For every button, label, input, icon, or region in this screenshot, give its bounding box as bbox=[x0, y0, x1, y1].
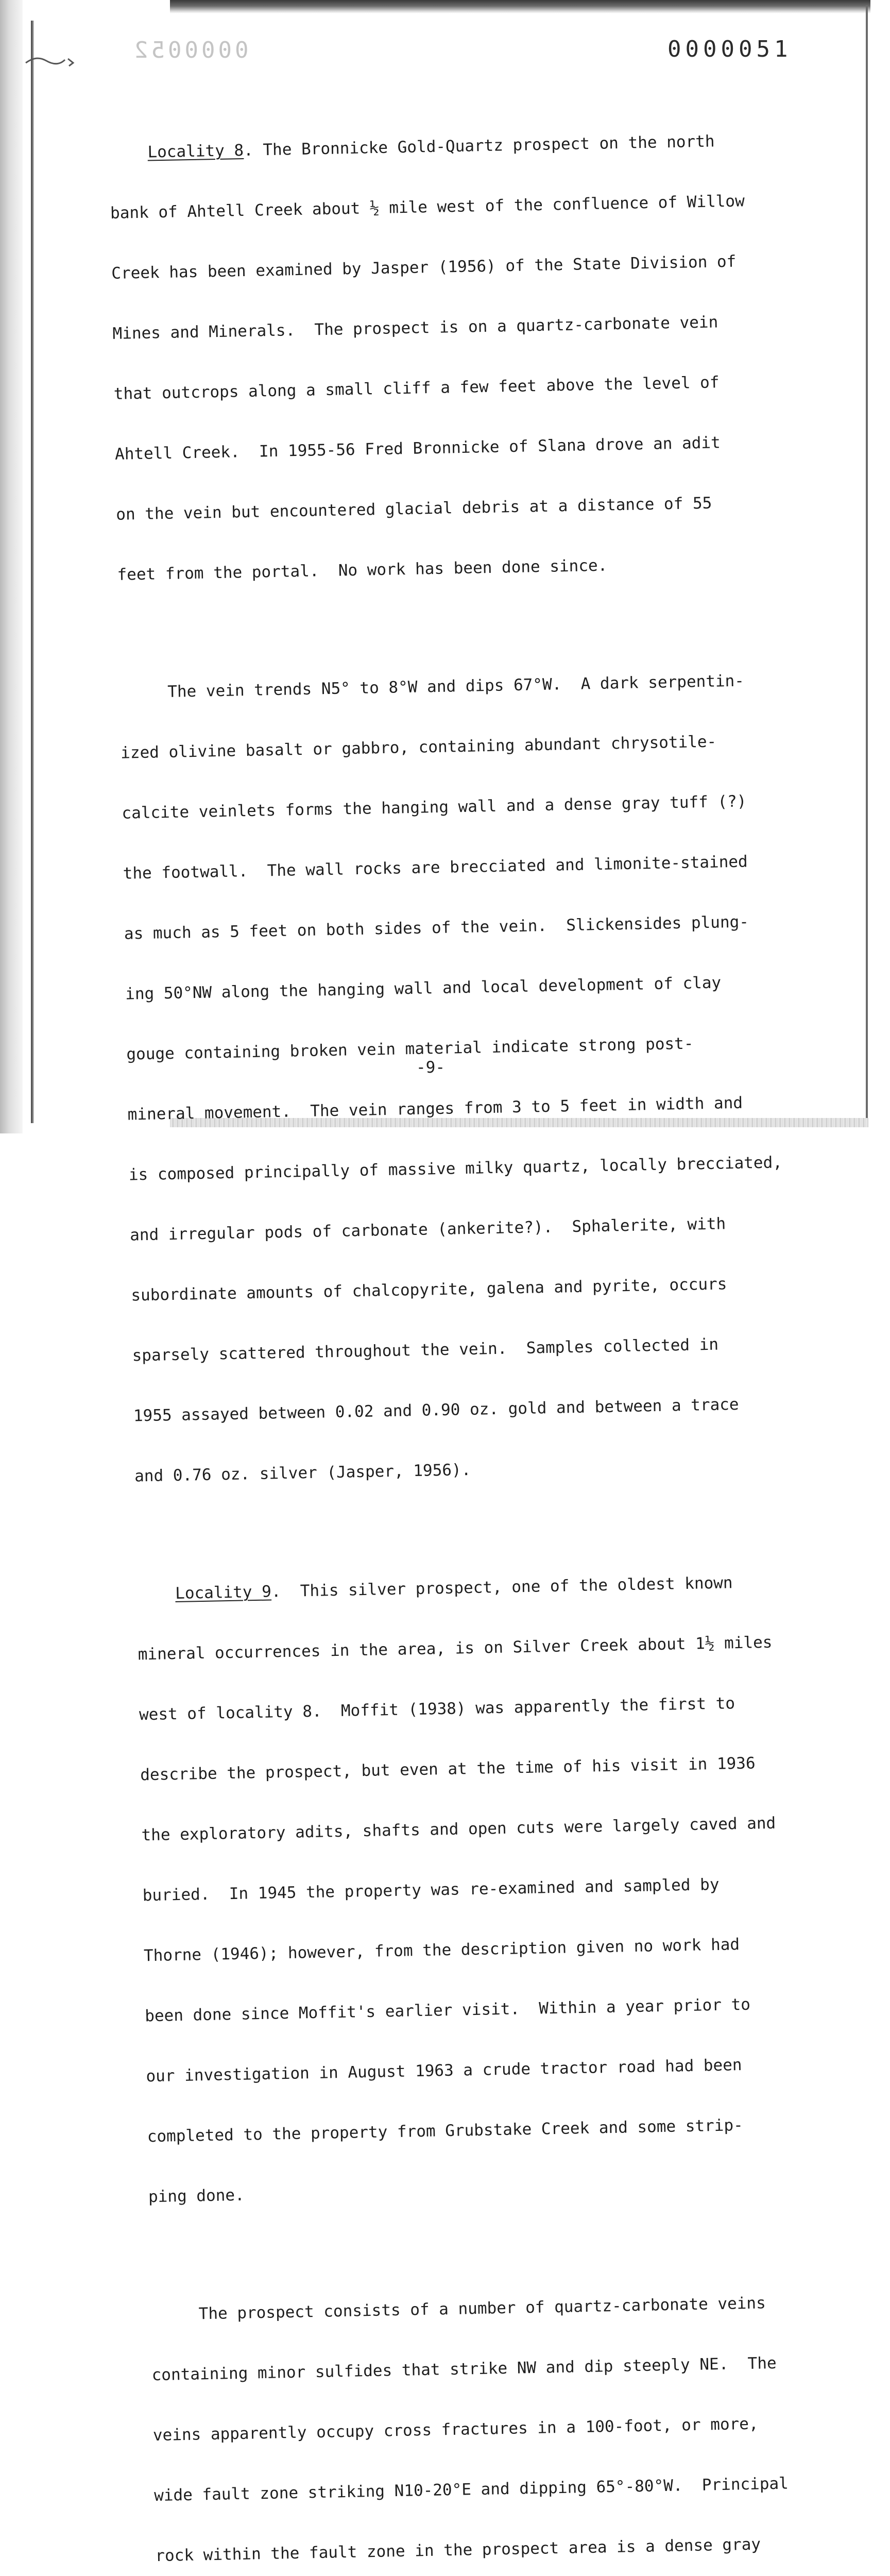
text-line: the footwall. The wall rocks are brecciated and limonite-stained bbox=[123, 852, 748, 883]
text-line: Mines and Minerals. The prospect is on a quartz-carbonate vein bbox=[112, 313, 718, 343]
text-line: feet from the portal. No work has been done since. bbox=[117, 556, 608, 584]
paragraph-locality-9 bbox=[136, 1531, 860, 2247]
text-line: subordinate amounts of chalcopyrite, galena and pyrite, occurs bbox=[131, 1275, 727, 1305]
paragraph-prospect-geology bbox=[150, 2251, 875, 2576]
text-line: on the vein but encountered glacial debris at a distance of 55 bbox=[115, 494, 712, 524]
section-heading: Locality 8 bbox=[147, 141, 244, 162]
heading-line-rest: . This silver prospect, one of the oldest known bbox=[271, 1573, 733, 1601]
heading-line-rest: . The Bronnicke Gold-Quartz prospect on the north bbox=[243, 132, 715, 160]
text-line: gouge containing broken vein material indicate strong post- bbox=[126, 1034, 694, 1064]
text-line: calcite veinlets forms the hanging wall and a dense gray tuff (?) bbox=[122, 792, 747, 823]
page-body bbox=[108, 90, 875, 2576]
page-left-edge bbox=[31, 21, 34, 1123]
text-line: wide fault zone striking N10-20°E and dipping 65°-80°W. Principal bbox=[153, 2474, 789, 2505]
text-line: Thorne (1946); however, from the description given no work had bbox=[143, 1935, 740, 1965]
text-line: as much as 5 feet on both sides of the vein. Slickensides plung- bbox=[124, 912, 749, 943]
text-line: ized olivine basalt or gabbro, containing abundant chrysotile- bbox=[120, 732, 717, 762]
text-line: and 0.76 oz. silver (Jasper, 1956). bbox=[134, 1460, 471, 1486]
text-line: Ahtell Creek. In 1955-56 Fred Bronnicke of Slana drove an adit bbox=[114, 433, 721, 464]
text-line: bank of Ahtell Creek about ½ mile west of the confluence of Willow bbox=[110, 192, 745, 223]
text-line: Creek has been examined by Jasper (1956) of the State Division of bbox=[111, 252, 737, 283]
text-line bbox=[109, 129, 819, 163]
text-line: containing minor sulfides that strike NW and dip steeply NE. The bbox=[151, 2353, 777, 2385]
text-line: 1955 assayed between 0.02 and 0.90 oz. gold and between a trace bbox=[133, 1395, 739, 1426]
text-line: mineral occurrences in the area, is on Silver Creek about 1½ miles bbox=[138, 1633, 773, 1664]
text-line: sparsely scattered throughout the vein. Samples collected in bbox=[132, 1335, 719, 1365]
document-number: 0000051 bbox=[668, 36, 792, 62]
scan-left-margin bbox=[0, 0, 23, 1133]
page-number: -9- bbox=[416, 1058, 445, 1077]
section-heading: Locality 9 bbox=[175, 1582, 272, 1603]
text-line: is composed principally of massive milky quartz, locally brecciated, bbox=[128, 1153, 783, 1184]
paragraph-vein-description bbox=[118, 629, 846, 1527]
page-right-edge bbox=[866, 5, 868, 1118]
text-line: the exploratory adits, shafts and open cuts were largely caved and bbox=[141, 1814, 776, 1845]
text-line: buried. In 1945 the property was re-examined and sampled by bbox=[142, 1875, 720, 1905]
text-line: veins apparently occupy cross fractures in a 100-foot, or more, bbox=[152, 2414, 759, 2445]
text-line: and irregular pods of carbonate (ankerite?). Sphalerite, with bbox=[129, 1214, 726, 1245]
text-line bbox=[136, 1571, 847, 1604]
bleed-through-number: 0000052 bbox=[131, 37, 249, 63]
text-line: The prospect consists of a number of quartz-carbonate veins bbox=[150, 2294, 766, 2325]
text-line: completed to the property from Grubstake Creek and some strip- bbox=[147, 2116, 744, 2146]
text-line: rock within the fault zone in the prospect area is a dense gray bbox=[155, 2535, 761, 2566]
text-line: ping done. bbox=[148, 2185, 245, 2207]
margin-mark-icon bbox=[24, 52, 80, 72]
text-line: that outcrops along a small cliff a few feet above the level of bbox=[113, 373, 720, 403]
text-line: ing 50°NW along the hanging wall and local development of clay bbox=[125, 973, 722, 1004]
text-line: describe the prospect, but even at the time of his visit in 1936 bbox=[140, 1754, 756, 1785]
text-line: mineral movement. The vein ranges from 3 to 5 feet in width and bbox=[127, 1093, 743, 1124]
text-line: west of locality 8. Moffit (1938) was apparently the first to bbox=[139, 1694, 735, 1724]
scan-top-shadow bbox=[170, 0, 870, 13]
paragraph-locality-8 bbox=[108, 90, 829, 625]
text-line: our investigation in August 1963 a crude tractor road had been bbox=[146, 2056, 742, 2086]
text-line: been done since Moffit's earlier visit. Within a year prior to bbox=[144, 1995, 751, 2026]
text-line: The vein trends N5° to 8°W and dips 67°W. A dark serpentin- bbox=[119, 671, 745, 702]
